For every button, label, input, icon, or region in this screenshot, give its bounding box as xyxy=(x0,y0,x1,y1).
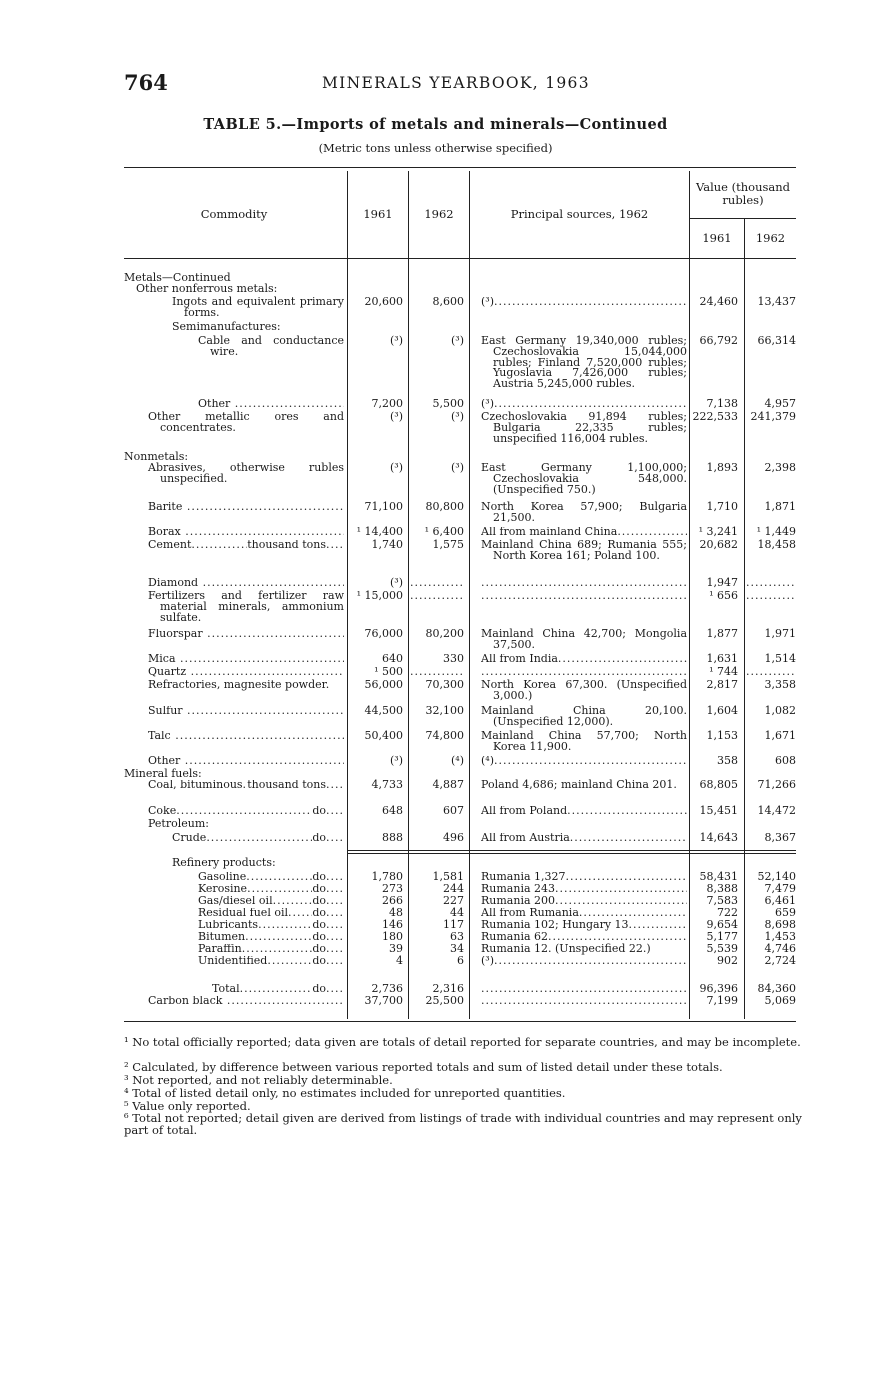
row-label xyxy=(198,896,344,907)
row-label-text: Residual fuel oil xyxy=(198,908,288,919)
cell-v61: 902 xyxy=(717,954,738,967)
row-label: Petroleum: xyxy=(148,817,209,830)
row-label: Mineral fuels: xyxy=(124,767,202,780)
leader-dots xyxy=(242,944,313,955)
cell-q62: 330 xyxy=(443,652,464,665)
source-text: (³) xyxy=(481,297,494,308)
cell-q61: 50,400 xyxy=(364,729,403,742)
cell-q62: 8,600 xyxy=(432,295,464,308)
row-label xyxy=(148,780,344,791)
cell-v62: 8,698 xyxy=(764,918,796,931)
column-divider xyxy=(408,171,409,1019)
row-label xyxy=(198,944,344,955)
source-text: Rumania 200 xyxy=(481,896,556,907)
cell-q61: (³) xyxy=(390,461,403,474)
leader-dots xyxy=(326,984,344,995)
column-divider xyxy=(347,171,348,1019)
leader-dots xyxy=(258,920,312,931)
cell-q61: 640 xyxy=(382,652,403,665)
cell-q61: 4,733 xyxy=(371,778,403,791)
cell-v61: 5,177 xyxy=(706,930,738,943)
cell-v62: 1,971 xyxy=(764,627,796,640)
cell-v61: 358 xyxy=(717,754,738,767)
cell-v61: 7,199 xyxy=(706,994,738,1007)
cell-q61: 71,100 xyxy=(364,500,403,513)
cell-v61: 7,138 xyxy=(706,397,738,410)
row-label xyxy=(148,540,344,551)
cell-q62: 244 xyxy=(443,882,464,895)
empty-dash xyxy=(746,591,796,602)
principal-sources xyxy=(481,654,687,665)
row-label xyxy=(198,872,344,883)
cell-v61: ¹ 744 xyxy=(709,665,738,678)
principal-sources xyxy=(481,833,687,844)
principal-sources xyxy=(481,920,687,931)
cell-q62: 63 xyxy=(450,930,464,943)
cell-v62: 5,069 xyxy=(764,994,796,1007)
cell-q62: 44 xyxy=(450,906,464,919)
cell-v61: 1,893 xyxy=(706,461,738,474)
column-divider xyxy=(689,171,690,1019)
cell-v61: 14,643 xyxy=(699,831,738,844)
row-label xyxy=(198,932,344,943)
empty-dash xyxy=(410,578,464,589)
cell-v61: 1,877 xyxy=(706,627,738,640)
header-commodity: Commodity xyxy=(200,207,268,221)
leader-dots xyxy=(326,780,344,791)
cell-v62: 4,746 xyxy=(764,942,796,955)
source-text: (⁴) xyxy=(481,756,494,767)
principal-sources xyxy=(481,756,687,767)
cell-q61: 266 xyxy=(382,894,403,907)
header-value-1962: 1962 xyxy=(755,231,786,245)
principal-sources: East Germany 1,100,000; Czechoslovakia 548,000. (Unspecified 750.) xyxy=(481,461,687,496)
principal-sources: Mainland China 689; Rumania 555; North Korea 161; Poland 100. xyxy=(481,538,687,562)
principal-sources xyxy=(481,896,687,907)
row-label: Talc ..... xyxy=(148,731,344,742)
leader-dots xyxy=(617,527,687,538)
row-unit: do xyxy=(312,833,326,844)
leader-dots xyxy=(246,872,312,883)
principal-sources xyxy=(481,884,687,895)
principal-sources xyxy=(481,399,687,410)
row-label: Refinery products: xyxy=(172,856,276,869)
principal-sources: East Germany 19,340,000 rubles; Czechoslovakia 15,044,000 rubles; Finland 7,520,000 rubles; Yugoslavia 7,426,000 rubles; Austria 5,245,000 rubles. xyxy=(481,334,687,391)
footnote: ⁶ Total not reported; detail given are derived from listings of trade with individual countries and may represent only part of total. xyxy=(124,1111,802,1138)
principal-sources xyxy=(481,806,687,817)
cell-v61: 5,539 xyxy=(706,942,738,955)
cell-v61: 66,792 xyxy=(699,334,738,347)
leader-dots xyxy=(326,920,344,931)
leader-dots xyxy=(326,896,344,907)
cell-q62: (³) xyxy=(451,461,464,474)
cell-q61: 1,780 xyxy=(371,870,403,883)
cell-q61: 56,000 xyxy=(364,678,403,691)
cell-v62: 1,082 xyxy=(764,704,796,717)
cell-v62: 1,514 xyxy=(764,652,796,665)
leader-dots xyxy=(245,932,312,943)
column-divider xyxy=(744,219,745,1019)
cell-v61: 15,451 xyxy=(699,804,738,817)
cell-q62: 2,316 xyxy=(432,982,464,995)
row-label xyxy=(172,833,344,844)
value-header-rule xyxy=(690,218,796,219)
leader-dots xyxy=(326,884,344,895)
cell-v61: 8,388 xyxy=(706,882,738,895)
leader-dots xyxy=(326,872,344,883)
cell-q62: 4,887 xyxy=(432,778,464,791)
empty-dash xyxy=(481,578,687,589)
section-double-rule xyxy=(347,850,796,851)
empty-dash xyxy=(746,667,796,678)
cell-v62: 13,437 xyxy=(757,295,796,308)
cell-q61: 273 xyxy=(382,882,403,895)
row-label-text: Lubricants xyxy=(198,920,259,931)
cell-q61: (³) xyxy=(390,334,403,347)
row-label xyxy=(198,908,344,919)
principal-sources xyxy=(481,527,687,538)
source-text: All from India xyxy=(481,654,558,665)
row-unit: do xyxy=(312,884,326,895)
leader-dots xyxy=(326,833,344,844)
row-label: Other ..... xyxy=(198,399,344,410)
cell-v61: 58,431 xyxy=(699,870,738,883)
leader-dots xyxy=(579,908,687,919)
source-text: Rumania 62 xyxy=(481,932,549,943)
row-unit: do xyxy=(312,872,326,883)
header-sources: Principal sources, 1962 xyxy=(510,207,649,221)
source-text: All from mainland China xyxy=(481,527,618,538)
cell-v62: 71,266 xyxy=(757,778,796,791)
cell-q62: 74,800 xyxy=(425,729,464,742)
row-label: Nonmetals: xyxy=(124,450,189,463)
principal-sources: Mainland China 42,700; Mongolia 37,500. xyxy=(481,627,687,651)
row-unit: do xyxy=(312,908,326,919)
cell-v62: 3,358 xyxy=(764,678,796,691)
cell-q62: 6 xyxy=(457,954,464,967)
leader-dots xyxy=(326,944,344,955)
cell-q62: (³) xyxy=(451,410,464,423)
leader-dots xyxy=(326,540,344,551)
row-unit: do xyxy=(312,956,326,967)
cell-v62: 8,367 xyxy=(764,831,796,844)
cell-q61: 146 xyxy=(382,918,403,931)
cell-v61: 96,396 xyxy=(699,982,738,995)
cell-v61: 1,604 xyxy=(706,704,738,717)
empty-dash xyxy=(481,984,687,995)
cell-q61: (³) xyxy=(390,754,403,767)
cell-q61: 7,200 xyxy=(371,397,403,410)
source-text: (³) xyxy=(481,399,494,410)
principal-sources: Poland 4,686; mainland China 201. xyxy=(481,778,677,791)
source-text: Rumania 102; Hungary 13 xyxy=(481,920,629,931)
cell-v61: 9,654 xyxy=(706,918,738,931)
cell-v62: 608 xyxy=(775,754,796,767)
cell-v61: ¹ 656 xyxy=(709,589,738,602)
cell-q61: ¹ 15,000 xyxy=(356,589,403,602)
table-subtitle: (Metric tons unless otherwise specified) xyxy=(318,141,553,155)
row-unit: do xyxy=(312,984,326,995)
leader-dots xyxy=(494,956,687,967)
cell-q61: 39 xyxy=(389,942,403,955)
leader-dots xyxy=(288,908,312,919)
empty-dash xyxy=(410,667,464,678)
row-label-text: Coke xyxy=(148,806,177,817)
principal-sources: North Korea 67,300. (Unspecified 3,000.) xyxy=(481,678,687,702)
row-label-text: Bitumen xyxy=(198,932,246,943)
principal-sources xyxy=(481,297,687,308)
cell-v62: 1,671 xyxy=(764,729,796,742)
cell-v62: ¹ 1,449 xyxy=(756,525,796,538)
cell-q61: 648 xyxy=(382,804,403,817)
cell-q62: ¹ 6,400 xyxy=(424,525,464,538)
cell-v62: 4,957 xyxy=(764,397,796,410)
principal-sources: Czechoslovakia 91,894 rubles; Bulgaria 22,335 rubles; unspecified 116,004 rubles. xyxy=(481,410,687,445)
row-label-text: Crude xyxy=(172,833,207,844)
cell-v61: 1,947 xyxy=(706,576,738,589)
cell-v61: ¹ 3,241 xyxy=(698,525,738,538)
leader-dots xyxy=(494,756,687,767)
leader-dots xyxy=(494,297,687,308)
row-unit: do xyxy=(312,806,326,817)
cell-v61: 722 xyxy=(717,906,738,919)
row-label: Fluorspar ..... xyxy=(148,629,344,640)
cell-q61: 4 xyxy=(396,954,403,967)
cell-v62: 14,472 xyxy=(757,804,796,817)
row-label-text: Cement xyxy=(148,540,192,551)
cell-v62: 1,871 xyxy=(764,500,796,513)
leader-dots xyxy=(326,908,344,919)
leader-dots xyxy=(247,884,312,895)
cell-v62: 84,360 xyxy=(757,982,796,995)
section-double-rule xyxy=(347,853,796,854)
cell-q61: 180 xyxy=(382,930,403,943)
principal-sources xyxy=(481,956,687,967)
principal-sources: Rumania 12. (Unspecified 22.) xyxy=(481,942,651,955)
cell-v61: 1,710 xyxy=(706,500,738,513)
running-title: MINERALS YEARBOOK, 1963 xyxy=(322,74,590,92)
cell-v61: 24,460 xyxy=(699,295,738,308)
empty-dash xyxy=(481,667,687,678)
cell-q61: (³) xyxy=(390,576,403,589)
row-unit: thousand tons xyxy=(247,780,326,791)
footnote: ⁵ Value only reported. xyxy=(124,1099,251,1113)
cell-q61: ¹ 14,400 xyxy=(356,525,403,538)
header-1961: 1961 xyxy=(363,207,393,221)
cell-v61: 1,153 xyxy=(706,729,738,742)
cell-q61: 888 xyxy=(382,831,403,844)
cell-q62: 32,100 xyxy=(425,704,464,717)
cell-v62: 18,458 xyxy=(757,538,796,551)
cell-v61: 1,631 xyxy=(706,652,738,665)
leader-dots xyxy=(567,806,687,817)
row-label-text: Kerosine xyxy=(198,884,248,895)
cell-v62: 659 xyxy=(775,906,796,919)
row-label: Other metallic ores and concentrates. xyxy=(148,410,344,434)
cell-v61: 20,682 xyxy=(699,538,738,551)
cell-q62: 80,200 xyxy=(425,627,464,640)
row-label: Abrasives, otherwise rubles unspecified. xyxy=(148,461,344,485)
cell-q62: (³) xyxy=(451,334,464,347)
cell-v62: 7,479 xyxy=(764,882,796,895)
row-label: Other nonferrous metals: xyxy=(136,282,278,295)
cell-v62: 2,724 xyxy=(764,954,796,967)
row-label-text: Gas/diesel oil xyxy=(198,896,273,907)
source-text: All from Austria xyxy=(481,833,570,844)
source-text: All from Rumania xyxy=(481,908,579,919)
source-text: Rumania 1,327 xyxy=(481,872,566,883)
row-label-text: Gasoline xyxy=(198,872,247,883)
column-divider xyxy=(469,171,470,1019)
cell-q62: (⁴) xyxy=(451,754,464,767)
row-label: Mica ..... xyxy=(148,654,344,665)
header-1962: 1962 xyxy=(424,207,454,221)
cell-v62: 2,398 xyxy=(764,461,796,474)
footnote: ¹ No total officially reported; data given are totals of detail reported for separate countries, and may be incomplete. xyxy=(124,1035,801,1049)
cell-q62: 1,581 xyxy=(432,870,464,883)
cell-q62: 5,500 xyxy=(432,397,464,410)
row-unit: do xyxy=(312,944,326,955)
row-label: Other ..... xyxy=(148,756,344,767)
row-label: Barite ..... xyxy=(148,502,344,513)
cell-q62: 227 xyxy=(443,894,464,907)
row-label-text: Paraffin xyxy=(198,944,242,955)
page-number: 764 xyxy=(124,70,168,95)
row-label: Refractories, magnesite powder. xyxy=(148,678,330,691)
row-label: Metals—Continued xyxy=(124,271,231,284)
cell-q61: 2,736 xyxy=(371,982,403,995)
cell-q62: 607 xyxy=(443,804,464,817)
principal-sources: Mainland China 57,700; North Korea 11,900. xyxy=(481,729,687,753)
principal-sources xyxy=(481,908,687,919)
empty-dash xyxy=(746,578,796,589)
row-label-text: Unidentified xyxy=(198,956,268,967)
cell-q61: 20,600 xyxy=(364,295,403,308)
cell-v62: 66,314 xyxy=(757,334,796,347)
cell-q62: 70,300 xyxy=(425,678,464,691)
cell-q62: 117 xyxy=(443,918,464,931)
row-label xyxy=(198,956,344,967)
leader-dots xyxy=(240,984,313,995)
principal-sources: North Korea 57,900; Bulgaria 21,500. xyxy=(481,500,687,524)
row-label: Carbon black ..... xyxy=(148,996,344,1007)
principal-sources: Mainland China 20,100. (Unspecified 12,000). xyxy=(481,704,687,728)
row-label xyxy=(148,806,344,817)
cell-v62: 1,453 xyxy=(764,930,796,943)
leader-dots xyxy=(566,872,687,883)
leader-dots xyxy=(326,932,344,943)
leader-dots xyxy=(326,806,344,817)
leader-dots xyxy=(326,956,344,967)
footnote: ² Calculated, by difference between various reported totals and sum of listed detail under these totals. xyxy=(124,1060,723,1074)
leader-dots xyxy=(558,654,687,665)
cell-q61: 1,740 xyxy=(371,538,403,551)
leader-dots xyxy=(176,806,312,817)
cell-q62: 25,500 xyxy=(425,994,464,1007)
row-label: Diamond ..... xyxy=(148,578,344,589)
cell-q62: 1,575 xyxy=(432,538,464,551)
table-title: TABLE 5.—Imports of metals and minerals—Continued xyxy=(203,116,668,133)
leader-dots xyxy=(273,896,313,907)
leader-dots xyxy=(206,833,312,844)
source-text: Rumania 243 xyxy=(481,884,556,895)
row-unit: do xyxy=(312,920,326,931)
leader-dots xyxy=(555,896,687,907)
cell-v61: 68,805 xyxy=(699,778,738,791)
row-label: Ingots and equivalent primary forms. xyxy=(172,295,344,319)
leader-dots xyxy=(570,833,687,844)
empty-dash xyxy=(481,996,687,1007)
cell-q61: 76,000 xyxy=(364,627,403,640)
footnote: ³ Not reported, and not reliably determinable. xyxy=(124,1073,393,1087)
cell-q61: (³) xyxy=(390,410,403,423)
footnote: ⁴ Total of listed detail only, no estimates included for unreported quantities. xyxy=(124,1086,566,1100)
source-text: (³) xyxy=(481,956,494,967)
cell-q61: 48 xyxy=(389,906,403,919)
source-text: All from Poland xyxy=(481,806,568,817)
header-value-1961: 1961 xyxy=(702,231,732,245)
table-bottom-rule xyxy=(124,1021,796,1022)
cell-v62: 52,140 xyxy=(757,870,796,883)
row-label xyxy=(212,984,344,995)
row-label: Borax ..... xyxy=(148,527,344,538)
cell-v61: 2,817 xyxy=(706,678,738,691)
row-label-text: Coal, bituminous. xyxy=(148,780,247,791)
cell-v61: 7,583 xyxy=(706,894,738,907)
cell-q62: 34 xyxy=(450,942,464,955)
table-header-rule xyxy=(124,258,796,259)
cell-q61: 37,700 xyxy=(364,994,403,1007)
row-label: Quartz ..... xyxy=(148,667,344,678)
cell-q62: 496 xyxy=(443,831,464,844)
principal-sources xyxy=(481,872,687,883)
row-label: Cable and conductance wire. xyxy=(198,334,344,358)
leader-dots xyxy=(267,956,312,967)
cell-v62: 241,379 xyxy=(750,410,796,423)
row-unit: thousand tons xyxy=(247,540,326,551)
cell-q62: 80,800 xyxy=(425,500,464,513)
row-label: Sulfur ..... xyxy=(148,706,344,717)
header-value: Value (thousand rubles) xyxy=(695,180,791,207)
leader-dots xyxy=(494,399,687,410)
row-unit: do xyxy=(312,896,326,907)
cell-q61: ¹ 500 xyxy=(374,665,403,678)
cell-q61: 44,500 xyxy=(364,704,403,717)
leader-dots xyxy=(555,884,687,895)
cell-v62: 6,461 xyxy=(764,894,796,907)
leader-dots xyxy=(191,540,247,551)
row-label xyxy=(198,920,344,931)
leader-dots xyxy=(629,920,687,931)
cell-v61: 222,533 xyxy=(692,410,738,423)
row-label xyxy=(198,884,344,895)
row-label-text: Total xyxy=(212,984,240,995)
table-top-rule xyxy=(124,167,796,168)
empty-dash xyxy=(481,591,687,602)
row-unit: do xyxy=(312,932,326,943)
row-label: Semimanufactures: xyxy=(172,320,281,333)
row-label: Fertilizers and fertilizer raw material minerals, ammonium sulfate. xyxy=(148,589,344,624)
empty-dash xyxy=(410,591,464,602)
